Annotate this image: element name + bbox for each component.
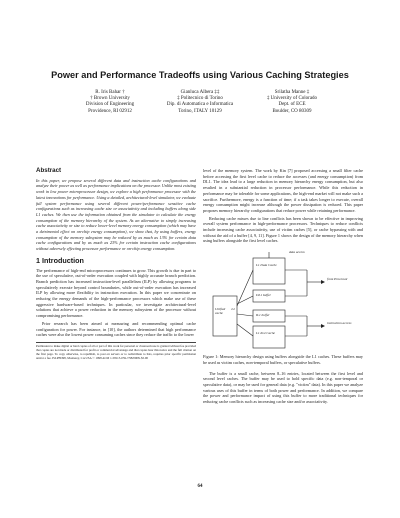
author-affiliation: ‡ University of Colorado — [266, 96, 318, 102]
author-affiliation: ‡ Politecnico di Torino — [177, 96, 223, 102]
il1-buffer-label: IL1 buffer — [256, 313, 270, 318]
author-affiliation: Division of Engineering — [85, 102, 135, 108]
copyright-footnote: Permission to make digital or hard copies of all or part of this work for personal or classroom use is granted without fee provided that copies are not made or distributed for profit or commercial advantage and that copies bear this notice and the full citation on the first page. To copy otherwise, to republish, to post on servers or to redistribute to lists, requires prior specific permission and/or a fee. ISLPED98, Monterey, CA USA © 1998 ACM 1-58113-059-7/98/0008..$5.00 — [36, 343, 196, 360]
body-paragraph: Reducing cache misses due to line conflicts has been shown to be effective in improving overall system performance in high-performance processors. Techniques to reduce conflicts include increasing cache associativity, use of victim caches [5], or cache bypassing with and without the aid of a buffer [4, 9, 11]. Figure 1 shows the design of the memory hierarchy when using buffers alongside the first level caches. — [203, 215, 363, 244]
body-paragraph: The buffer is a small cache, between 8–16 entries, located between the first level and second level caches. The buffer may be used to hold specific data (e.g. non-temporal or speculative data), or may be used for general data (e.g. "victim" data). In this paper we analyze various uses of this buffer in terms of both power and performance. In addition, we compare the power and performance impact of using this buffer to more traditional techniques for reducing cache conflicts such as increasing cache size and/or associativity. — [203, 370, 363, 405]
l1-data-cache-box — [253, 258, 285, 284]
left-column — [36, 168, 196, 361]
memory-hierarchy-diagram — [203, 248, 363, 352]
author-name: Gianluca Albera ‡‡ — [180, 90, 220, 95]
author-name: R. Iris Bahar † — [95, 90, 125, 95]
unified-l2-box — [213, 296, 237, 336]
l1-inst-cache-box — [253, 326, 285, 348]
body-paragraph: level of the memory system. The work by Kin [7] proposed accessing a small filter cache before accessing the first level cache to reduce the accesses (and energy consumption) from DL1. The idea lead to a large reduction in memory hierarchy energy consumption, but also resulted in a substantial reduction in processor performance. While this reduction in performance may be tolerable for some applications, the high-end market will not make such a sacrifice. Furthermore, energy is a function of time; if a task takes longer to execute, overall energy consumption might increase although the power dissipation is reduced. This paper proposes memory hierarchy configurations that reduce power while retaining performance. — [203, 168, 363, 213]
author-block-2 — [152, 90, 248, 115]
unified-l2-label: Unified L2 cache — [215, 307, 235, 315]
l1-data-cache-label: L1 Data Cache — [256, 263, 277, 268]
dl1-buffer-label: DL1 buffer — [256, 293, 271, 298]
author-affiliation: † Brown University — [90, 96, 130, 102]
figure-caption: Figure 1: Memory hierarchy design using buffers alongside the L1 caches. These buffers may be used as victim caches, non-temporal buffers, or speculative buffers. — [203, 354, 363, 365]
abstract-body: In this paper, we propose several different data and instruction cache configurations and analyze their power as well as performance implications on the processor. Unlike most existing work in low power microprocessor design, we explore a high performance processor with the latest innovations for performance. Using a detailed, architectural-level simulator, we evaluate full system performance using several different power/performance sensitive cache configurations such as increasing cache size or associativity and including buffers along side L1 caches. We then use the information obtained from the simulator to calculate the energy consumption of the memory hierarchy of the system. As an alternative to simply increasing cache associativity or size to reduce lower-level memory energy consumption (which may have a detrimental effect on on-chip energy consumption), we show that, by using buffers, energy consumption of the memory subsystem may be reduced by as much as 13% for certain data cache configurations and by as much as 23% for certain instruction cache configurations without adversely effecting processor performance or on-chip energy consumption. — [36, 177, 196, 252]
author-affiliation: Dept. of ECE — [278, 102, 306, 108]
author-block-1 — [70, 90, 150, 115]
author-block-3 — [250, 90, 334, 115]
instruction-access-label: instruction access — [327, 321, 352, 326]
paper-title: Power and Performance Tradeoffs using Various Caching Strategies — [51, 70, 349, 80]
l1-inst-cache-label: L1 Inst Cache — [256, 331, 276, 336]
author-affiliation: Dip. di Automatica e Informatica — [166, 102, 234, 108]
right-column — [203, 168, 363, 407]
intro-paragraph: The performance of high-end microprocessors continues to grow. This growth is due in part to the use of speculative, out-of-order execution coupled with highly accurate branch prediction. Branch prediction has increased instruction-level parallelism (ILP) by allowing programs to speculatively execute beyond control boundaries, while out-of-order execution has increased ILP by allowing more flexibility in instruction execution. In this paper we concentrate on reducing the energy demands of the high-performance processors which make use of these aggressive hardware-based techniques. In particular, we investigate architectural-level solutions that achieve a power reduction in the memory subsystem of the processor without compromising performance. — [36, 267, 196, 319]
from-processor-label: from Processor — [327, 277, 348, 282]
page-number: 64 — [197, 484, 203, 489]
intro-paragraph: Prior research has been aimed at measuring and recommending optimal cache configuration for power. For instance, in [10], the authors determined that high performance caches were also the lowest power consuming caches since they reduce the traffic to the lower — [36, 320, 196, 338]
intro-heading: 1 Introduction — [36, 255, 84, 265]
data-access-label: data access — [289, 250, 305, 255]
memory-hierarchy-figure — [203, 248, 363, 352]
author-affiliation: Boulder, CO 80309 — [272, 108, 312, 114]
author-affiliation: Providence, RI 02912 — [88, 108, 132, 114]
author-affiliation: Torino, ITALY 10129 — [178, 108, 222, 114]
author-name: Srilatha Manne ‡ — [274, 90, 310, 95]
abstract-heading: Abstract — [36, 167, 62, 174]
